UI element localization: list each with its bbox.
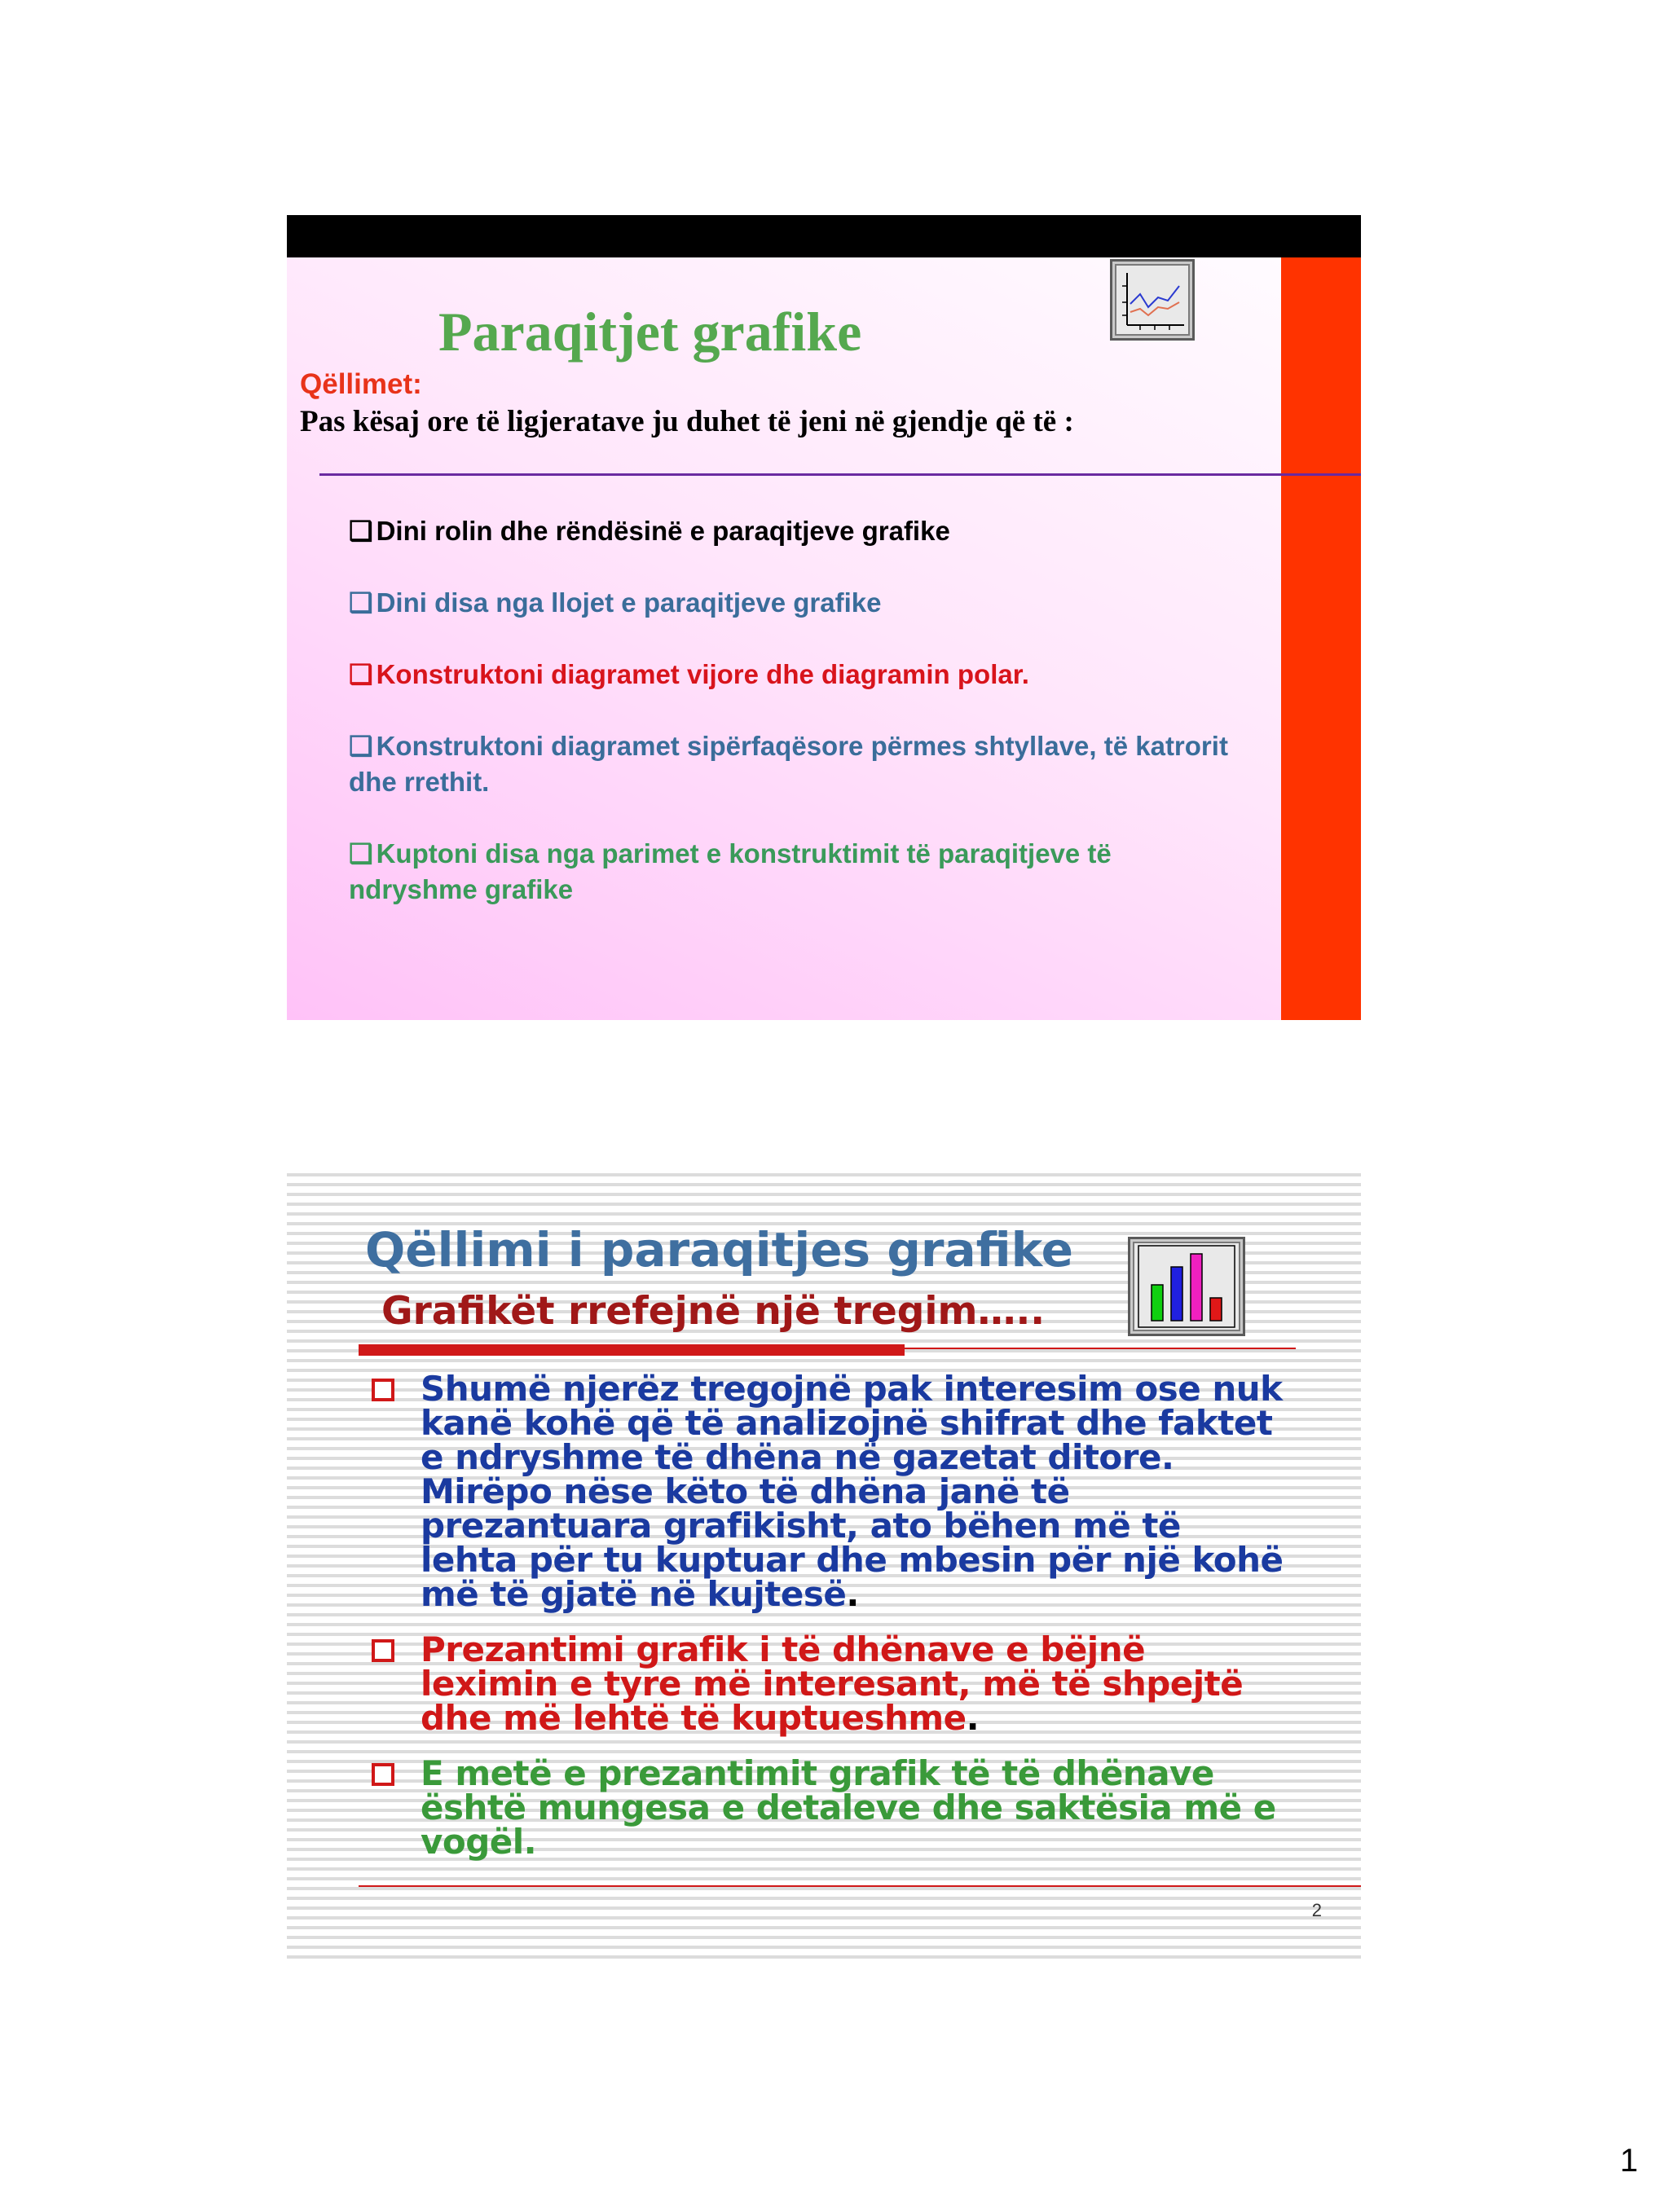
square-bullet-icon [372, 1763, 394, 1786]
slide-2-subtitle: Grafikët rrefejnë një tregim….. [381, 1289, 1046, 1334]
line-chart-icon [1110, 259, 1195, 341]
slide-1-side-bar [1281, 257, 1361, 1020]
slide-1 [287, 215, 1361, 1020]
slide-2-footer-rule [359, 1885, 1361, 1887]
purpose-list [368, 1369, 1346, 1880]
objective-item [349, 657, 1245, 693]
purpose-item [368, 1369, 1346, 1614]
slide-1-divider [319, 473, 1361, 476]
slide-2-title-underline [359, 1344, 905, 1356]
slide-2-title-rule [905, 1348, 1296, 1349]
slide-number: 2 [1311, 1900, 1322, 1920]
purpose-text: E metë e prezantimit grafik të të dhënave është mungesa e detaleve dhe saktësia më e vogël. [421, 1753, 1276, 1862]
objective-text: Dini rolin dhe rëndësinë e paraqitjeve grafike [376, 516, 950, 546]
page-number: 1 [1619, 2143, 1638, 2179]
square-bullet-icon [372, 1639, 394, 1662]
slide-1-intro: Pas kësaj ore të ligjeratave ju duhet të jeni në gjendje që të : [300, 405, 1074, 438]
checkbox-bullet-icon: ❑ [349, 838, 373, 869]
checkbox-bullet-icon: ❑ [349, 516, 373, 546]
purpose-text: Shumë njerëz tregojnë pak interesim ose nuk kanë kohë që të analizojnë shifrat dhe faktet e ndryshme të dhëna në gazetat ditore. Mirëpo nëse këto të dhëna janë të prezantuara grafikisht, ato bëhen më të lehta për tu kuptuar dhe mbesin për një kohë më të gjatë në kujtesë [421, 1369, 1284, 1614]
purpose-item [368, 1753, 1346, 1862]
checkbox-bullet-icon: ❑ [349, 731, 373, 761]
objective-text: Kuptoni disa nga parimet e konstruktimit të paraqitjeve të ndryshme grafike [349, 838, 1112, 904]
goals-label: Qëllimet: [300, 368, 422, 400]
objective-text: Konstruktoni diagramet vijore dhe diagramin polar. [376, 659, 1029, 689]
slide-1-title: Paraqitjet grafike [438, 301, 862, 363]
objective-item [349, 728, 1245, 800]
objective-item [349, 513, 1245, 549]
slide-2-title: Qëllimi i paraqitjes grafike [365, 1222, 1073, 1278]
purpose-item [368, 1629, 1346, 1738]
objective-item [349, 836, 1245, 908]
slide-2 [287, 1167, 1361, 1965]
square-bullet-icon [372, 1379, 394, 1401]
bar-chart-icon [1128, 1237, 1245, 1336]
slide-1-top-bar [287, 215, 1361, 257]
objective-text: Dini disa nga llojet e paraqitjeve grafike [376, 587, 882, 618]
purpose-text: Prezantimi grafik i të dhënave e bëjnë leximin e tyre më interesant, më të shpejtë dhe më lehtë të kuptueshme [421, 1629, 1244, 1738]
objectives-list [349, 513, 1245, 943]
objective-item [349, 585, 1245, 621]
purpose-suffix: . [966, 1698, 980, 1738]
checkbox-bullet-icon: ❑ [349, 659, 373, 689]
purpose-suffix: . [846, 1574, 859, 1614]
checkbox-bullet-icon: ❑ [349, 587, 373, 618]
objective-text: Konstruktoni diagramet sipërfaqësore përmes shtyllave, të katrorit dhe rrethit. [349, 731, 1228, 797]
